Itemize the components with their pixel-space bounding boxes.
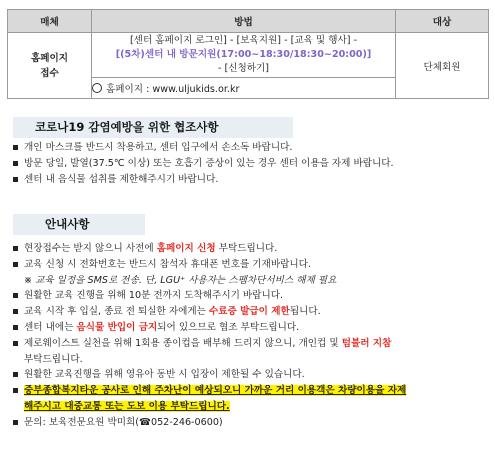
parking-notice-continued [12, 399, 406, 415]
list-item [12, 383, 406, 399]
row-label-line2: 접수 [40, 67, 59, 79]
square-bullet-icon [13, 388, 18, 393]
table-header-row [8, 10, 489, 33]
square-bullet-icon [13, 341, 18, 346]
square-bullet-icon [13, 246, 18, 251]
list-item: 제로웨이스트 실천을 위해 1회용 종이컵을 배부해 드리지 않으니, 개인컵 및 텀블러 지참 [12, 336, 406, 352]
list-item: 원활한 교육진행을 위해 영유아 동반 시 입장이 제한될 수 있습니다. [12, 367, 406, 383]
header-media: 매체 [8, 10, 92, 33]
website-cell[interactable] [92, 78, 396, 99]
list-item: 센터 내 음식물 섭취를 제한해주시기 바랍니다. [12, 172, 394, 188]
list-item: 교육 신청 시 전화번호는 반드시 참석자 휴대폰 번호를 기재바랍니다. [12, 257, 406, 273]
application-method-table [7, 9, 489, 99]
parking-notice-line2: 해주시고 대중교통 또는 도보 이용 부탁드립니다. [24, 400, 230, 412]
list-item: 개인 마스크를 반드시 착용하고, 센터 입구에서 손소독 바랍니다. [12, 140, 394, 156]
list-item [12, 415, 406, 431]
row-label-line1: 홈페이지 [30, 52, 69, 64]
square-bullet-icon [13, 325, 18, 330]
method-line1: [센터 홈페이지 로그인] - [보육지원] - [교육 및 행사] - [129, 35, 358, 46]
table-row [8, 33, 489, 78]
row-label [8, 33, 92, 99]
list-item: 센터 내에는 음식물 반입이 금지되어 있으므로 협조 부탁드립니다. [12, 320, 406, 336]
square-bullet-icon [13, 177, 18, 182]
header-method: 방법 [92, 10, 396, 33]
parking-notice-line1: 중부종합복지타운 공사로 인해 주차난이 예상되오니 가까운 거리 이용객은 차량이용을 자제 [24, 385, 407, 397]
corona-section-title: 코로나19 감염예방을 위한 협조사항 [13, 117, 293, 138]
square-bullet-icon [13, 262, 18, 267]
circle-bullet-icon [92, 83, 102, 93]
square-bullet-icon [13, 293, 18, 298]
guide-list [12, 241, 406, 431]
square-bullet-icon [13, 145, 18, 150]
list-item: 원활한 교육 진행을 위해 10분 전까지 도착해주시기 바랍니다. [12, 288, 406, 304]
method-line3: - [신청하기] [217, 63, 270, 74]
list-item: 방문 당일, 발열(37.5℃ 이상) 또는 호흡기 증상이 있는 경우 센터 이용을 자제 바랍니다. [12, 156, 394, 172]
square-bullet-icon [13, 372, 18, 377]
contact-info: 문의: 보육전문요원 박미희(☎052-246-0600) [24, 416, 223, 428]
square-bullet-icon [13, 420, 18, 425]
method-line2: [(5차)센터 내 방문지원(17:00~18:30/18:30~20:00)] [115, 49, 372, 60]
method-cell [92, 33, 396, 78]
square-bullet-icon [13, 161, 18, 166]
header-target: 대상 [396, 10, 489, 33]
website-text[interactable]: 홈페이지 : www.uljukids.or.kr [106, 84, 240, 95]
square-bullet-icon [13, 309, 18, 314]
sms-note: ※ 교육 일정을 SMS로 전송. 단, LGU⁺ 사용자는 스팸차단서비스 해제 필요 [24, 274, 337, 286]
target-cell: 단체회원 [396, 33, 489, 99]
guide-section-title: 안내사항 [13, 214, 145, 235]
list-item: 교육 시작 후 입실, 종료 전 퇴실한 자에게는 수료증 발급이 제한됩니다. [12, 304, 406, 320]
corona-list [12, 140, 394, 187]
tumbler-note-continued: 부탁드립니다. [24, 353, 83, 365]
list-item: 현장접수는 받지 않으니 사전에 홈페이지 신청 부탁드립니다. [12, 241, 406, 257]
